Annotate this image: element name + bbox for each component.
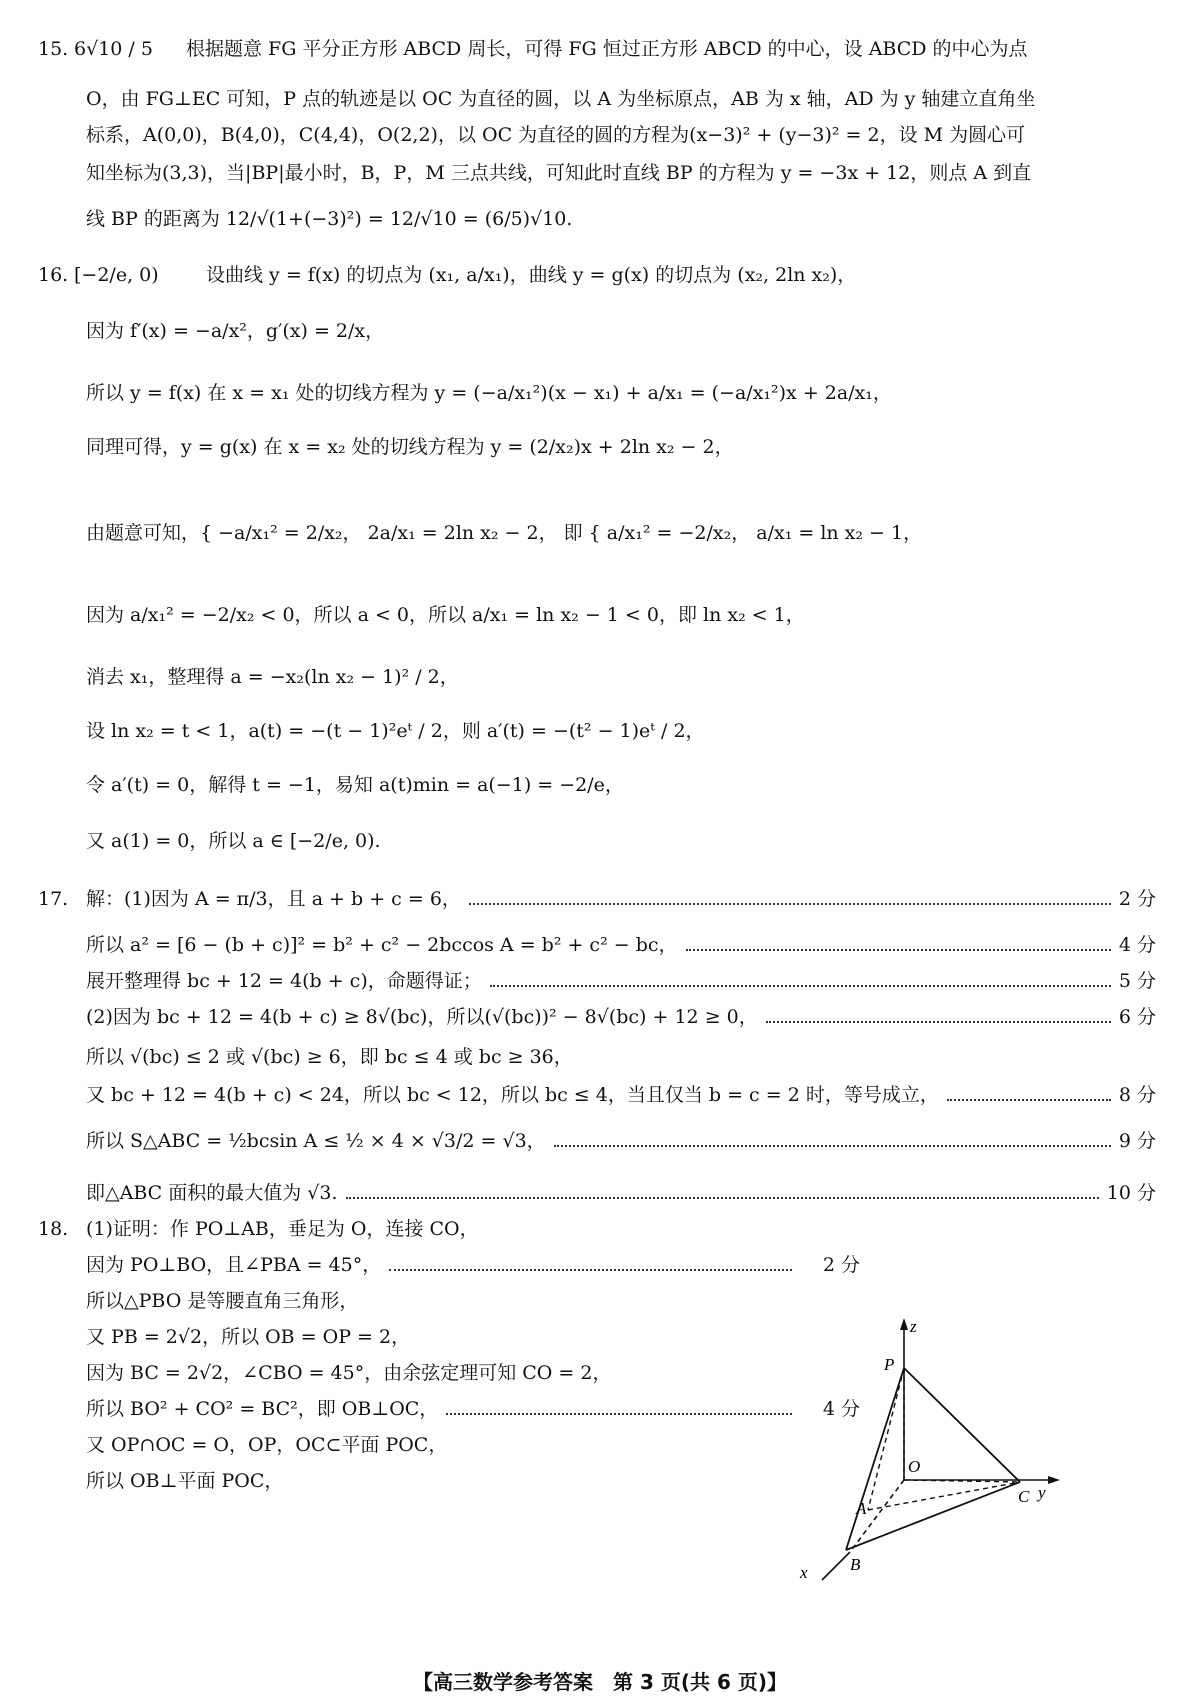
q16-line: 设曲线 y = f(x) 的切点为 (x₁, a/x₁)，曲线 y = g(x) 的切点为 (x₂, 2ln x₂)， [206, 264, 857, 286]
q18-score: 4 分 [822, 1398, 860, 1420]
q16-line: 由题意可知，{ −a/x₁² = 2/x₂， 2a/x₁ = 2ln x₂ − 2， 即 { a/x₁² = −2/x₂， a/x₁ = ln x₂ − 1， [86, 522, 923, 544]
q15-line: 知坐标为(3,3)，当|BP|最小时，B，P，M 三点共线，可知此时直线 BP 的方程为 y = −3x + 12，则点 A 到直 [86, 162, 1032, 184]
edge-PC [904, 1368, 1020, 1482]
q16-number: 16. [38, 264, 69, 286]
q18-line: (1)证明：作 PO⊥AB，垂足为 O，连接 CO， [86, 1218, 479, 1240]
dotted-leader [686, 949, 1111, 951]
q18-line: 所以 BO² + CO² = BC²，即 OB⊥OC， [86, 1398, 439, 1420]
q16-line: 消去 x₁，整理得 a = −x₂(ln x₂ − 1)² / 2， [86, 666, 459, 688]
q15-line: 标系，A(0,0)，B(4,0)，C(4,4)，O(2,2)，以 OC 为直径的圆的方程为(x−3)² + (y−3)² = 2，设 M 为圆心可 [86, 124, 1026, 146]
q17-line: 所以 √(bc) ≤ 2 或 √(bc) ≥ 6，即 bc ≤ 4 或 bc ≥ 36， [86, 1046, 573, 1068]
q17-score: 8 分 [1118, 1084, 1156, 1106]
label-P: P [884, 1355, 895, 1374]
q17-line: 又 bc + 12 = 4(b + c) < 24，所以 bc < 12，所以 bc ≤ 4，当且仅当 b = c = 2 时，等号成立， [86, 1084, 939, 1106]
q17-line: 所以 a² = [6 − (b + c)]² = b² + c² − 2bccos A = b² + c² − bc， [86, 934, 678, 956]
label-C: C [1018, 1487, 1030, 1506]
q17-line: 即△ABC 面积的最大值为 √3. [86, 1182, 338, 1204]
dotted-leader [446, 1413, 792, 1415]
q17-line: 所以 S△ABC = ½bcsin A ≤ ½ × 4 × √3/2 = √3， [86, 1130, 546, 1152]
edge-PA [868, 1368, 904, 1510]
label-O: O [908, 1457, 921, 1476]
label-y: y [1038, 1483, 1046, 1502]
dotted-leader [490, 985, 1111, 987]
q17-line: 展开整理得 bc + 12 = 4(b + c)，命题得证； [86, 970, 482, 992]
label-x: x [800, 1563, 808, 1582]
q17-score: 2 分 [1118, 888, 1156, 910]
label-B: B [850, 1555, 861, 1574]
dotted-leader [389, 1269, 792, 1271]
q17-line: 解：(1)因为 A = π/3，且 a + b + c = 6， [86, 888, 461, 910]
q16-answer: [−2/e, 0) [74, 264, 159, 286]
q16-line: 又 a(1) = 0，所以 a ∈ [−2/e, 0). [86, 830, 381, 852]
q16-line: 因为 a/x₁² = −2/x₂ < 0，所以 a < 0，所以 a/x₁ = ln x₂ − 1 < 0，即 ln x₂ < 1， [86, 604, 805, 626]
q15-number: 15. [38, 38, 69, 60]
q16-line: 令 a′(t) = 0，解得 t = −1，易知 a(t)min = a(−1) = −2/e， [86, 774, 624, 796]
label-A: A [856, 1499, 867, 1518]
q17-score: 5 分 [1118, 970, 1156, 992]
q18-line: 又 PB = 2√2，所以 OB = OP = 2， [86, 1326, 411, 1348]
x-axis-front [822, 1552, 850, 1580]
dotted-leader [766, 1021, 1111, 1023]
q15-line: 线 BP 的距离为 12/√(1+(−3)²) = 12/√10 = (6/5)√10. [86, 208, 573, 230]
q15-answer: 6√10 / 5 [74, 38, 153, 60]
q18-score: 2 分 [822, 1254, 860, 1276]
page-footer: 【高三数学参考答案 第 3 页(共 6 页)】 [413, 1670, 787, 1694]
z-arrow [900, 1318, 908, 1330]
q18-line: 因为 BC = 2√2，∠CBO = 45°，由余弦定理可知 CO = 2， [86, 1362, 612, 1384]
q17-score: 4 分 [1118, 934, 1156, 956]
q18-line: 所以 OB⊥平面 POC， [86, 1470, 284, 1492]
dotted-leader [346, 1197, 1099, 1199]
dotted-leader [947, 1099, 1111, 1101]
dotted-leader [469, 903, 1111, 905]
edge-AC [868, 1482, 1020, 1510]
q16-line: 同理可得，y = g(x) 在 x = x₂ 处的切线方程为 y = (2/x₂)x + 2ln x₂ − 2， [86, 436, 734, 458]
y-arrow [1048, 1476, 1060, 1484]
q17-score: 9 分 [1118, 1130, 1156, 1152]
q18-number: 18. [38, 1218, 69, 1240]
q17-score: 6 分 [1118, 1006, 1156, 1028]
q15-line: 根据题意 FG 平分正方形 ABCD 周长，可得 FG 恒过正方形 ABCD 的中心，设 ABCD 的中心为点 [186, 38, 1028, 60]
q18-line: 又 OP∩OC = O，OP，OC⊂平面 POC， [86, 1434, 448, 1456]
q17-line: (2)因为 bc + 12 = 4(b + c) ≥ 8√(bc)，所以(√(bc))² − 8√(bc) + 12 ≥ 0， [86, 1006, 758, 1028]
label-z: z [910, 1317, 917, 1336]
q16-line: 所以 y = f(x) 在 x = x₁ 处的切线方程为 y = (−a/x₁²)(x − x₁) + a/x₁ = (−a/x₁²)x + 2a/x₁， [86, 382, 892, 404]
q16-line: 因为 f′(x) = −a/x²，g′(x) = 2/x， [86, 320, 385, 342]
q17-number: 17. [38, 888, 69, 910]
q17-score: 10 分 [1106, 1182, 1156, 1204]
q18-line: 因为 PO⊥BO，且∠PBA = 45°， [86, 1254, 382, 1276]
q15-line: O，由 FG⊥EC 可知，P 点的轨迹是以 OC 为直径的圆，以 A 为坐标原点，AB 为 x 轴，AD 为 y 轴建立直角坐 [86, 88, 1036, 110]
q18-line: 所以△PBO 是等腰直角三角形， [86, 1290, 359, 1312]
q16-line: 设 ln x₂ = t < 1，a(t) = −(t − 1)²eᵗ / 2，则 a′(t) = −(t² − 1)eᵗ / 2， [86, 720, 705, 742]
dotted-leader [554, 1145, 1111, 1147]
